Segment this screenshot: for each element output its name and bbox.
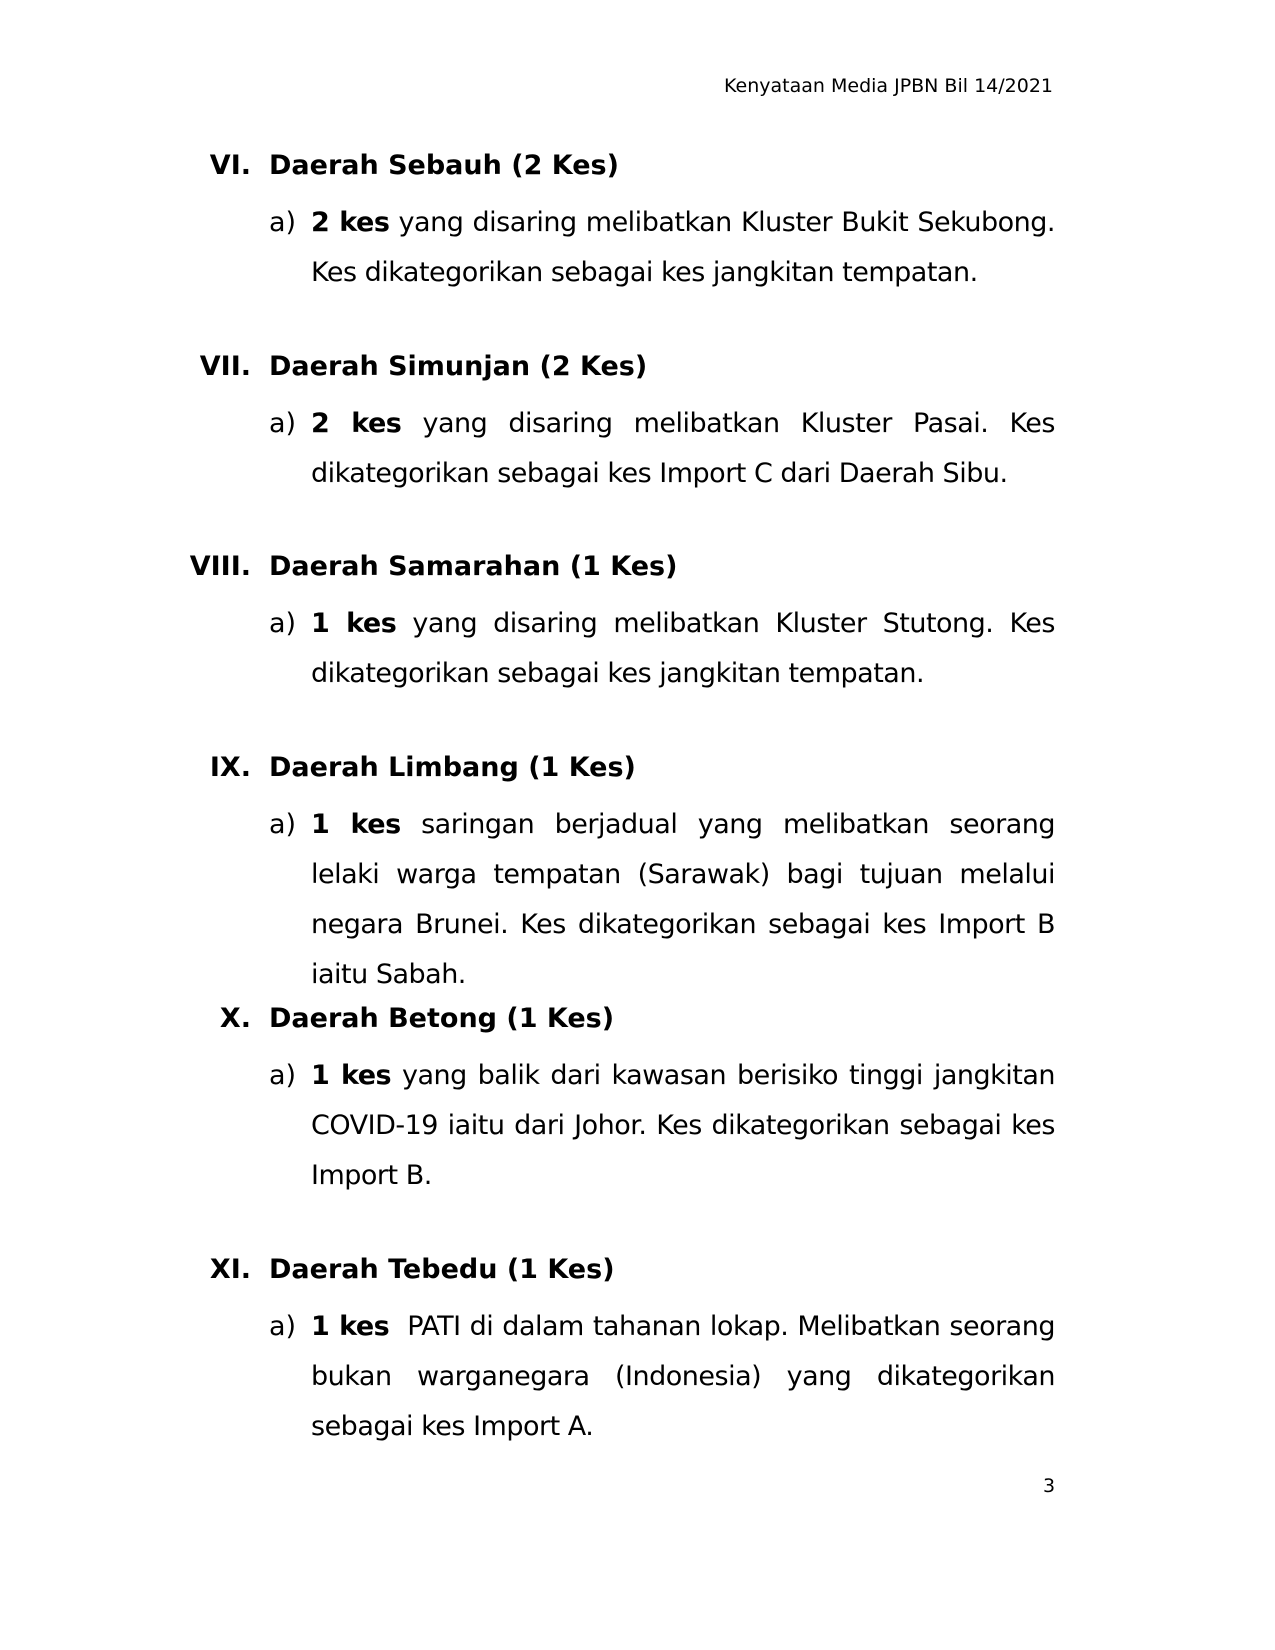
section-title: Daerah Samarahan (1 Kes) bbox=[269, 551, 678, 582]
page-number: 3 bbox=[1043, 1475, 1056, 1497]
section-samarahan bbox=[0, 547, 1275, 699]
list-item bbox=[0, 599, 1275, 699]
section-numeral: VIII. bbox=[189, 551, 251, 582]
item-marker: a) bbox=[269, 207, 297, 238]
item-description: yang balik dari kawasan berisiko tinggi jangkitan COVID-19 iaitu dari Johor. Kes dikategorikan sebagai kes Import B. bbox=[311, 1060, 1055, 1191]
item-marker: a) bbox=[269, 408, 297, 439]
case-count: 2 kes bbox=[311, 207, 390, 238]
case-count: 1 kes bbox=[311, 608, 397, 639]
case-count: 1 kes bbox=[311, 809, 401, 840]
item-description: saringan berjadual yang melibatkan seorang lelaki warga tempatan (Sarawak) bagi tujuan melalui negara Brunei. Kes dikategorikan sebagai kes Import B iaitu Sabah. bbox=[311, 809, 1055, 990]
section-betong bbox=[0, 999, 1275, 1201]
document-header: Kenyataan Media JPBN Bil 14/2021 bbox=[724, 75, 1053, 97]
case-count: 1 kes bbox=[311, 1311, 390, 1342]
item-marker: a) bbox=[269, 608, 297, 639]
section-heading bbox=[0, 347, 1275, 387]
item-description: yang disaring melibatkan Kluster Bukit Sekubong. Kes dikategorikan sebagai kes jangkitan tempatan. bbox=[311, 207, 1055, 288]
list-item bbox=[0, 1051, 1275, 1201]
case-count: 2 kes bbox=[311, 408, 402, 439]
section-sebauh bbox=[0, 146, 1275, 298]
item-description: PATI di dalam tahanan lokap. Melibatkan seorang bukan warganegara (Indonesia) yang dikategorikan sebagai kes Import A. bbox=[311, 1311, 1064, 1442]
item-text bbox=[311, 1302, 1064, 1452]
section-numeral: VI. bbox=[209, 150, 251, 181]
item-description: yang disaring melibatkan Kluster Stutong. Kes dikategorikan sebagai kes jangkitan tempatan. bbox=[311, 608, 1055, 689]
section-title: Daerah Sebauh (2 Kes) bbox=[269, 150, 619, 181]
list-item bbox=[0, 1302, 1275, 1452]
section-heading bbox=[0, 748, 1275, 788]
section-numeral: XI. bbox=[209, 1254, 251, 1285]
case-count: 1 kes bbox=[311, 1060, 392, 1091]
section-numeral: IX. bbox=[209, 752, 251, 783]
section-heading bbox=[0, 1250, 1275, 1290]
section-heading bbox=[0, 146, 1275, 186]
item-marker: a) bbox=[269, 1060, 297, 1091]
section-title: Daerah Limbang (1 Kes) bbox=[269, 752, 636, 783]
item-description: yang disaring melibatkan Kluster Pasai. Kes dikategorikan sebagai kes Import C dari Daerah Sibu. bbox=[311, 408, 1055, 489]
section-numeral: VII. bbox=[199, 351, 251, 382]
section-title: Daerah Tebedu (1 Kes) bbox=[269, 1254, 615, 1285]
item-marker: a) bbox=[269, 809, 297, 840]
item-text bbox=[311, 1051, 1055, 1201]
list-item bbox=[0, 800, 1275, 1000]
list-item bbox=[0, 399, 1275, 499]
section-heading bbox=[0, 547, 1275, 587]
item-text bbox=[311, 399, 1055, 499]
section-limbang bbox=[0, 748, 1275, 1000]
section-heading bbox=[0, 999, 1275, 1039]
item-text bbox=[311, 599, 1055, 699]
section-title: Daerah Betong (1 Kes) bbox=[269, 1003, 615, 1034]
item-text bbox=[311, 198, 1055, 298]
section-simunjan bbox=[0, 347, 1275, 499]
item-text bbox=[311, 800, 1055, 1000]
section-tebedu bbox=[0, 1250, 1275, 1452]
list-item bbox=[0, 198, 1275, 298]
section-numeral: X. bbox=[219, 1003, 251, 1034]
item-marker: a) bbox=[269, 1311, 297, 1342]
section-title: Daerah Simunjan (2 Kes) bbox=[269, 351, 648, 382]
